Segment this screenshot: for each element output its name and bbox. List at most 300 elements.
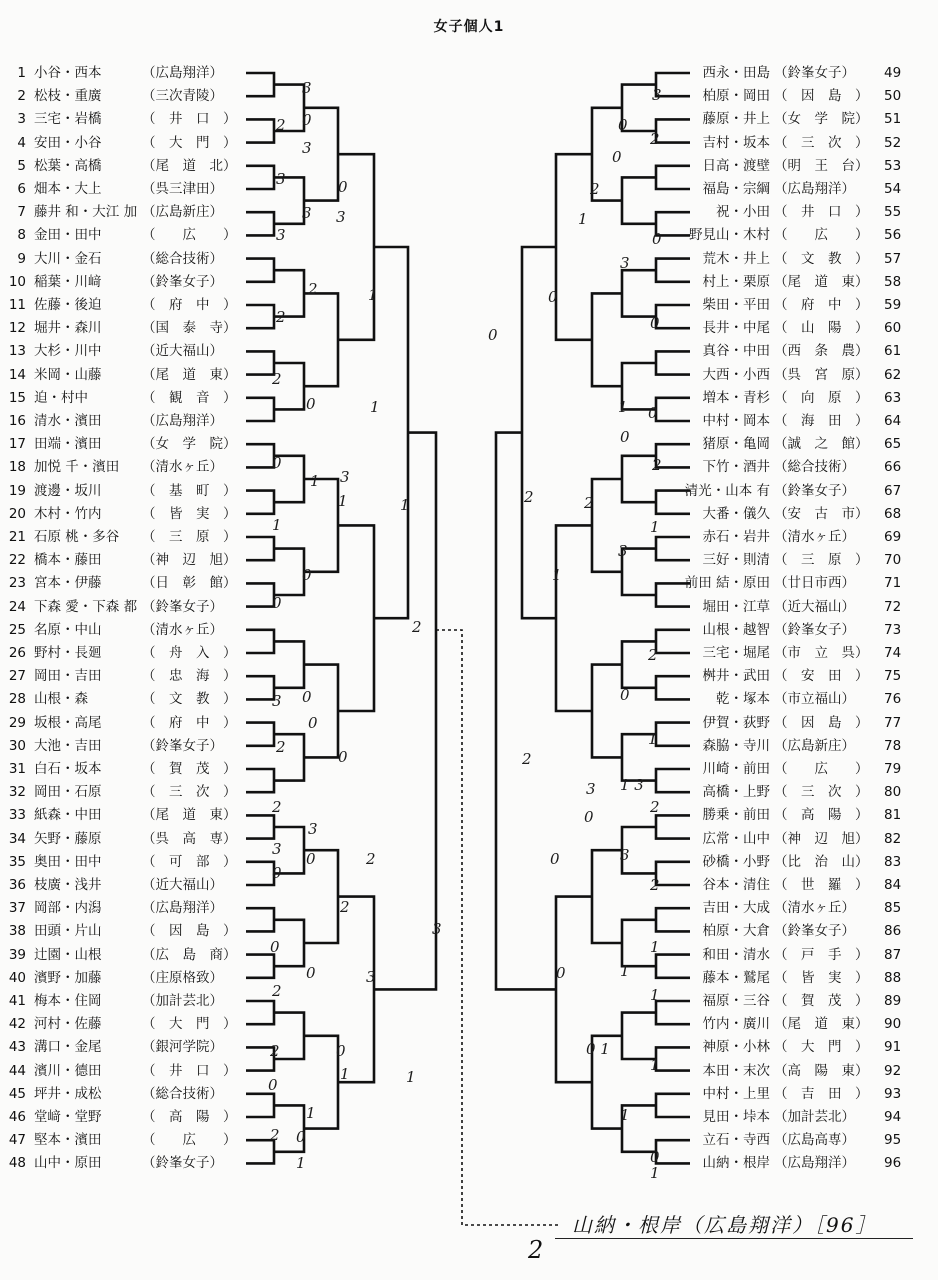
entry-row <box>650 1036 908 1058</box>
player-names: 畑本・大上 <box>34 181 102 197</box>
score-mark: 0 <box>338 748 348 766</box>
entry-row <box>0 897 242 919</box>
entry-row <box>0 178 242 200</box>
school-name: （清水ヶ丘） <box>774 900 855 917</box>
seed-number: 76 <box>884 691 902 708</box>
score-mark: 2 <box>272 370 282 388</box>
entry-row <box>650 314 908 339</box>
score-mark: 3 <box>432 920 442 938</box>
seed-number: 5 <box>17 157 26 174</box>
entry-row <box>650 155 908 177</box>
entry-row <box>0 688 242 710</box>
seed-number: 39 <box>8 946 26 963</box>
player-names: 三好・則清 <box>702 552 770 569</box>
score-mark: 3 <box>366 968 376 986</box>
page-number: 2 <box>528 1236 544 1264</box>
player-names: 神原・小林 <box>702 1039 770 1056</box>
entry-row <box>0 433 242 455</box>
entry-row <box>0 804 242 826</box>
seed-number: 43 <box>8 1039 26 1056</box>
seed-number: 52 <box>884 134 902 151</box>
seed-number: 79 <box>884 761 902 777</box>
entry-row <box>650 1056 908 1082</box>
player-names: 福島・宗綱 <box>702 181 770 197</box>
school-name: （広島高専） <box>774 1132 855 1149</box>
player-names: 竹内・廣川 <box>702 1016 770 1033</box>
school-name: （ 海 田 ） <box>774 413 869 429</box>
score-mark: 1 <box>406 1068 416 1086</box>
player-names: 中村・上里 <box>702 1085 770 1102</box>
entry-row <box>650 85 908 107</box>
seed-number: 12 <box>8 320 26 337</box>
school-name: （ 三 次 ） <box>774 784 869 801</box>
seed-number: 84 <box>884 877 902 893</box>
player-names: 三宅・堀尾 <box>702 645 770 661</box>
seed-number: 21 <box>8 529 26 545</box>
bracket-line <box>556 525 592 711</box>
bracket-line <box>496 433 556 990</box>
school-name: （広島新庄） <box>142 204 223 221</box>
school-name: （ 向 原 ） <box>774 389 869 406</box>
entry-row <box>650 62 908 84</box>
school-name: （ 三 次 ） <box>142 784 237 801</box>
seed-number: 75 <box>884 668 902 685</box>
score-mark: 0 <box>338 178 348 196</box>
seed-number: 10 <box>8 273 26 290</box>
player-names: 堂﨑・堂野 <box>34 1109 102 1125</box>
school-name: （鈴峯女子） <box>774 482 855 499</box>
entry-row <box>0 526 242 548</box>
player-names: 白石・坂本 <box>34 761 102 777</box>
player-names: 柴田・平田 <box>702 297 770 313</box>
seed-number: 46 <box>8 1109 26 1125</box>
score-mark: 3 <box>302 204 312 222</box>
score-mark: 2 <box>276 738 286 756</box>
entry-row <box>650 781 908 803</box>
player-names: 山根・森 <box>34 691 88 708</box>
seed-number: 8 <box>17 227 26 244</box>
entry-row <box>0 758 242 780</box>
entry-row <box>0 294 242 316</box>
bracket-line <box>246 73 274 96</box>
entry-row <box>0 271 242 293</box>
seed-number: 29 <box>8 714 26 731</box>
seed-number: 66 <box>884 459 902 476</box>
score-mark: 0 <box>550 850 560 868</box>
player-names: 大池・吉田 <box>34 737 102 754</box>
school-name: （女 学 院） <box>774 111 869 128</box>
score-mark: 1 <box>310 472 320 490</box>
entry-row <box>0 1060 242 1082</box>
entry-row <box>0 155 242 177</box>
entry-row <box>650 456 908 478</box>
seed-number: 77 <box>884 714 902 731</box>
seed-number: 17 <box>8 436 26 453</box>
school-name: （呉 高 専） <box>142 830 237 847</box>
school-name: （神 辺 旭） <box>774 830 869 847</box>
seed-number: 81 <box>884 807 902 824</box>
seed-number: 85 <box>884 900 902 917</box>
player-names: 本田・末次 <box>702 1062 770 1079</box>
entry-row <box>650 1013 908 1035</box>
score-mark: 3 <box>620 846 630 864</box>
seed-number: 80 <box>884 784 902 801</box>
bracket-line <box>246 305 274 328</box>
player-names: 山根・越智 <box>702 621 770 638</box>
seed-number: 72 <box>884 598 902 615</box>
school-name: （ 文 教 ） <box>774 250 869 267</box>
entry-row <box>0 1083 242 1105</box>
score-mark: 3 <box>308 820 318 838</box>
score-mark: 1 <box>552 566 562 584</box>
entry-row <box>650 665 908 687</box>
player-names: 岡部・内潟 <box>34 900 102 917</box>
player-names: 見田・垰本 <box>702 1109 770 1125</box>
score-mark: 0 <box>488 326 498 344</box>
school-name: （総合技術） <box>774 459 855 476</box>
school-name: （ 戸 手 ） <box>774 946 869 963</box>
school-name: （ 広 ） <box>774 761 869 777</box>
score-mark: 2 <box>524 488 534 506</box>
player-names: 山納・根岸 <box>702 1155 770 1172</box>
score-mark: 2 <box>272 798 282 816</box>
school-name: （廿日市西） <box>774 575 855 592</box>
school-name: （広島翔洋） <box>142 413 223 429</box>
score-mark: 1 <box>648 730 658 748</box>
entry-row <box>0 781 242 803</box>
bracket-line <box>246 491 274 514</box>
entry-row <box>0 828 242 850</box>
entry-row <box>0 1036 242 1058</box>
player-names: 桝井・武田 <box>702 668 770 685</box>
school-name: （国 泰 寺） <box>142 320 237 337</box>
score-mark: 1 <box>370 398 380 416</box>
score-mark: 0 <box>308 714 318 732</box>
player-names: 祝・小田 <box>716 204 770 221</box>
entry-row <box>0 1013 242 1035</box>
school-name: （加計芸北） <box>142 993 223 1009</box>
seed-number: 37 <box>8 900 26 917</box>
entry-row <box>650 735 908 757</box>
entry-row <box>650 1129 908 1151</box>
entry-row <box>650 526 908 548</box>
school-name: （ 大 門 ） <box>142 1016 237 1033</box>
bracket-line <box>246 259 274 282</box>
school-name: （ 三 次 ） <box>774 134 869 151</box>
seed-number: 96 <box>884 1155 902 1172</box>
score-mark: 1 <box>620 962 630 980</box>
player-names: 濱野・加藤 <box>34 969 102 986</box>
bracket-line <box>246 166 274 189</box>
seed-number: 67 <box>884 482 902 499</box>
score-mark: 3 <box>618 542 628 560</box>
school-name: （ 因 島 ） <box>774 714 869 731</box>
seed-number: 83 <box>884 853 902 870</box>
score-mark: 1 <box>272 516 282 534</box>
school-name: （ 文 教 ） <box>142 691 237 708</box>
entry-row <box>650 897 908 919</box>
seed-number: 7 <box>17 204 26 221</box>
player-names: 長井・中尾 <box>702 320 770 337</box>
player-names: 名原・中山 <box>34 621 102 638</box>
school-name: （女 学 院） <box>142 436 237 453</box>
score-mark: 1 <box>340 1065 350 1083</box>
score-mark: 0 <box>272 864 282 882</box>
seed-number: 3 <box>17 111 26 128</box>
entry-row <box>650 178 908 200</box>
score-mark: 3 <box>276 170 286 188</box>
entry-row <box>0 642 242 664</box>
seed-number: 89 <box>884 993 902 1009</box>
entry-row <box>0 874 242 896</box>
player-names: 清光・山本 有 <box>684 482 770 499</box>
player-names: 溝口・金尾 <box>34 1039 102 1056</box>
player-names: 増本・青杉 <box>702 389 770 406</box>
school-name: （ 三 原 ） <box>774 552 869 569</box>
player-names: 金田・田中 <box>34 227 102 244</box>
school-name: （ 井 口 ） <box>142 1062 237 1079</box>
score-mark: 2 <box>270 1126 280 1144</box>
seed-number: 9 <box>17 250 26 267</box>
score-mark: 0 <box>302 566 312 584</box>
seed-number: 45 <box>8 1085 26 1102</box>
player-names: 赤石・岩井 <box>702 529 770 545</box>
school-name: （ 大 門 ） <box>774 1039 869 1056</box>
score-mark: 3 <box>276 226 286 244</box>
school-name: （近大福山） <box>142 343 223 360</box>
seed-number: 47 <box>8 1132 26 1149</box>
score-mark: 3 <box>336 208 346 226</box>
player-names: 米岡・山藤 <box>34 366 102 383</box>
score-mark: 3 <box>302 139 312 157</box>
seed-number: 25 <box>8 621 26 638</box>
player-names: 田頭・片山 <box>34 923 102 940</box>
seed-number: 87 <box>884 946 902 963</box>
seed-number: 94 <box>884 1109 902 1125</box>
score-mark: 2 <box>276 308 286 326</box>
seed-number: 60 <box>884 320 902 337</box>
seed-number: 19 <box>8 482 26 499</box>
seed-number: 4 <box>17 134 26 151</box>
school-name: （誠 之 館） <box>774 436 869 453</box>
entry-row <box>0 201 242 223</box>
player-names: 和田・清水 <box>702 946 770 963</box>
school-name: （広島翔洋） <box>774 1155 855 1172</box>
seed-number: 56 <box>884 227 902 244</box>
school-name: （ 皆 実 ） <box>774 969 869 986</box>
seed-number: 65 <box>884 436 902 453</box>
entry-row <box>650 642 908 664</box>
player-names: 稲葉・川﨑 <box>34 273 102 290</box>
score-mark: 0 <box>650 1148 660 1166</box>
champion-underline <box>555 1238 913 1239</box>
page-title: 女子個人1 <box>433 19 505 35</box>
score-mark: 1 <box>650 518 660 536</box>
player-names: 藤井 和・大江 加 <box>34 204 138 221</box>
seed-number: 57 <box>884 250 902 267</box>
bracket-line <box>556 154 592 340</box>
player-names: 坪井・成松 <box>34 1085 102 1102</box>
entry-row <box>650 294 908 316</box>
score-mark: 0 <box>612 148 622 166</box>
player-names: 日高・渡壁 <box>702 157 770 174</box>
player-names: 伊賀・荻野 <box>702 714 770 731</box>
player-names: 橋本・藤田 <box>34 552 102 569</box>
entry-row <box>650 1083 908 1105</box>
school-name: （尾 道 東） <box>774 1016 869 1033</box>
seed-number: 32 <box>8 784 26 801</box>
score-mark: 0 <box>618 116 628 134</box>
player-names: 辻園・山根 <box>34 946 102 963</box>
school-name: （広島翔洋） <box>774 181 855 197</box>
player-names: 矢野・藤原 <box>34 830 102 847</box>
entry-row <box>0 967 242 989</box>
score-mark: 0 <box>302 111 312 129</box>
entry-row <box>0 549 242 571</box>
player-names: 堅本・濱田 <box>34 1132 102 1149</box>
bracket-line <box>338 525 374 711</box>
seed-number: 40 <box>8 969 26 986</box>
player-names: 岡田・吉田 <box>34 668 102 685</box>
entry-row <box>0 108 242 130</box>
score-mark: 2 <box>276 116 286 134</box>
score-mark: 1 <box>618 398 628 416</box>
score-mark: 0 <box>306 850 316 868</box>
player-names: 大西・小西 <box>702 366 770 383</box>
bracket-line <box>274 641 304 687</box>
bracket-line <box>592 665 622 758</box>
school-name: （高 陽 東） <box>774 1062 869 1079</box>
school-name: （広島翔洋） <box>142 65 223 81</box>
seed-number: 34 <box>8 830 26 847</box>
player-names: 紙森・中田 <box>34 807 102 824</box>
entry-row <box>650 108 908 130</box>
entry-row <box>650 712 908 734</box>
school-name: （ 広 ） <box>142 227 237 244</box>
bracket-line <box>246 398 274 421</box>
entry-row <box>650 410 908 432</box>
school-name: （ 賀 茂 ） <box>774 993 869 1009</box>
seed-number: 42 <box>8 1016 26 1033</box>
entry-row <box>650 132 908 154</box>
school-name: （ 大 門 ） <box>142 134 237 151</box>
score-mark: 3 <box>620 254 630 272</box>
school-name: （近大福山） <box>142 877 223 893</box>
seed-number: 63 <box>884 389 902 406</box>
bracket-line <box>246 955 274 978</box>
seed-number: 70 <box>884 552 902 569</box>
school-name: （ 府 中 ） <box>774 297 869 313</box>
seed-number: 13 <box>8 343 26 360</box>
seed-number: 20 <box>8 505 26 522</box>
player-names: 佐藤・後迫 <box>34 297 102 313</box>
bracket-line <box>246 351 274 374</box>
player-names: 田端・濱田 <box>34 436 102 453</box>
seed-number: 90 <box>884 1016 902 1033</box>
school-name: （鈴峯女子） <box>774 621 855 638</box>
score-mark: 3 <box>652 86 662 104</box>
school-name: （ 賀 茂 ） <box>142 761 237 777</box>
score-mark: 2 <box>590 180 600 198</box>
seed-number: 61 <box>884 343 902 360</box>
entry-row <box>0 851 242 873</box>
entry-row <box>650 433 908 455</box>
score-mark: 1 <box>306 1104 316 1122</box>
entry-row <box>650 340 908 362</box>
score-mark: 2 <box>308 280 318 298</box>
entry-row <box>650 572 908 594</box>
player-names: 木村・竹内 <box>34 505 102 522</box>
seed-number: 31 <box>8 761 26 777</box>
school-name: （銀河学院） <box>142 1039 223 1056</box>
bracket-line <box>246 769 274 792</box>
score-mark: 2 <box>650 876 660 894</box>
score-mark: 0 <box>620 686 630 704</box>
entry-row <box>0 387 242 409</box>
school-name: （ 高 陽 ） <box>774 807 869 824</box>
seed-number: 48 <box>8 1155 26 1172</box>
score-mark: 0 <box>306 395 316 413</box>
score-mark: 1 <box>578 210 588 228</box>
seed-number: 27 <box>8 668 26 685</box>
player-names: 森脇・寺川 <box>702 737 770 754</box>
player-names: 石原 桃・多谷 <box>34 529 120 545</box>
score-mark: 2 <box>272 982 282 1000</box>
school-name: （鈴峯女子） <box>774 923 855 940</box>
school-name: （ 山 陽 ） <box>774 320 869 337</box>
school-name: （広島翔洋） <box>142 900 223 917</box>
score-mark: 2 <box>652 456 662 474</box>
score-mark: 0 <box>270 938 280 956</box>
entry-row <box>650 851 908 873</box>
entry-row <box>0 503 242 525</box>
school-name: （ 舟 入 ） <box>142 645 237 661</box>
player-names: 梅本・住岡 <box>34 993 102 1009</box>
score-mark: 1 <box>620 1106 630 1124</box>
player-names: 村上・栗原 <box>702 273 770 290</box>
entry-row <box>650 224 908 246</box>
seed-number: 49 <box>884 65 902 81</box>
entry-row <box>0 132 242 154</box>
school-name: （尾 道 東） <box>142 807 237 824</box>
player-names: 渡邊・坂川 <box>34 482 102 499</box>
seed-number: 18 <box>8 459 26 476</box>
seed-number: 74 <box>884 645 902 661</box>
seed-number: 64 <box>884 413 902 429</box>
score-mark: 0 <box>272 454 282 472</box>
seed-number: 62 <box>884 366 902 383</box>
seed-number: 30 <box>8 737 26 754</box>
score-mark: 1 <box>400 496 410 514</box>
entry-row <box>650 758 908 780</box>
player-names: 藤本・鷲尾 <box>702 969 770 986</box>
seed-number: 93 <box>884 1085 902 1102</box>
player-names: 西永・田島 <box>702 65 770 81</box>
score-mark: 0 <box>296 1128 306 1146</box>
entry-row <box>650 986 908 1012</box>
player-names: 大番・儀久 <box>702 505 770 522</box>
entry-row <box>650 271 908 293</box>
score-mark: 2 <box>648 646 658 664</box>
player-names: 川崎・前田 <box>702 761 770 777</box>
bracket-line <box>246 723 274 746</box>
player-names: 野見山・木村 <box>689 227 770 244</box>
player-names: 柏原・岡田 <box>702 88 770 105</box>
score-mark: 0 <box>648 404 658 422</box>
seed-number: 11 <box>8 297 26 313</box>
player-names: 宮本・伊藤 <box>34 575 102 592</box>
player-names: 坂根・高尾 <box>34 714 102 731</box>
